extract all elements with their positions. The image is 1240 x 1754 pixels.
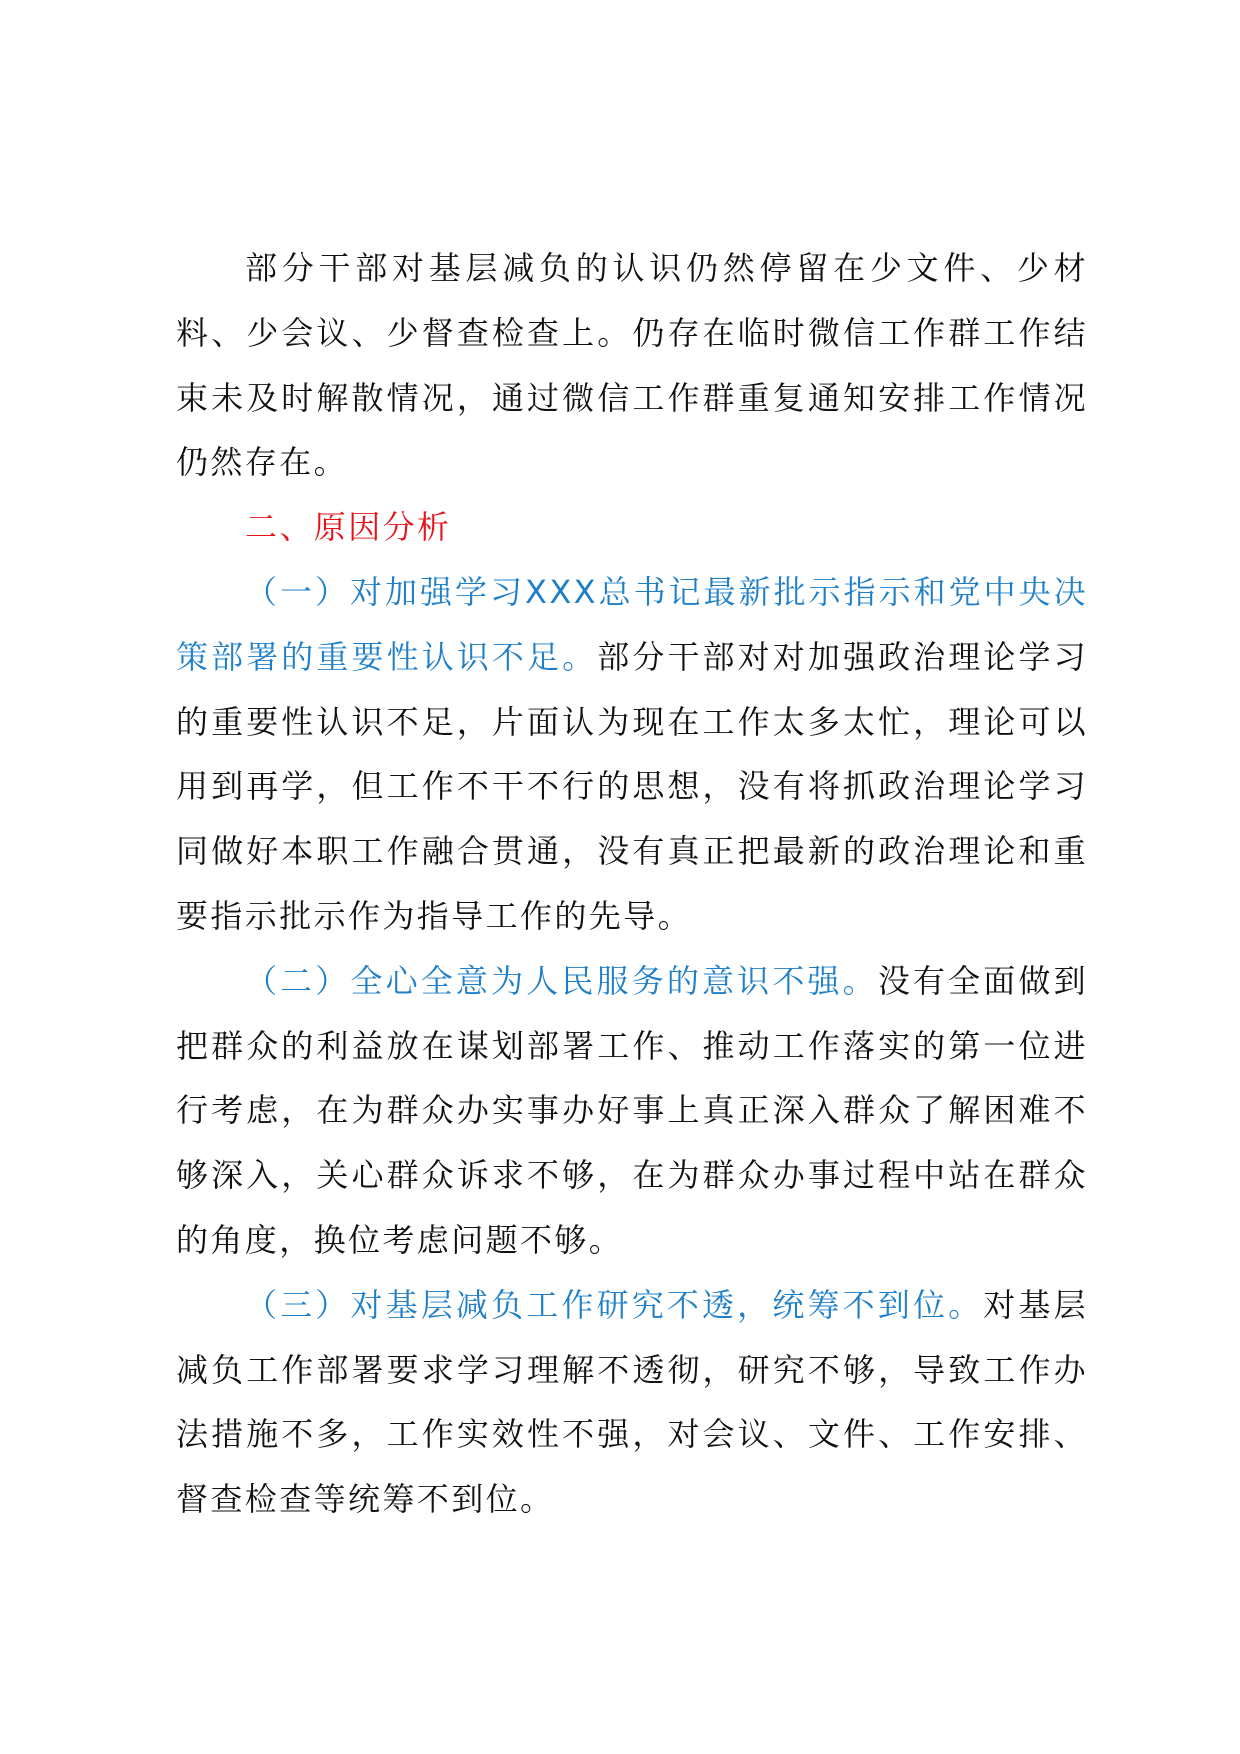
document-body <box>176 236 1088 1532</box>
paragraph-text: 部分干部对基层减负的认识仍然停留在少文件、少材料、少会议、少督查检查上。仍存在临时微信工作群工作结束未及时解散情况，通过微信工作群重复通知安排工作情况仍然存在。 <box>176 249 1088 482</box>
paragraph-text: 对基层减负工作部署要求学习理解不透彻，研究不够，导致工作办法措施不多，工作实效性不强，对会议、文件、工作安排、督查检查等统筹不到位。 <box>176 1285 1088 1519</box>
paragraph-text: 部分干部对对加强政治理论学习的重要性认识不足，片面认为现在工作太多太忙，理论可以用到再学，但工作不干不行的思想，没有将抓政治理论学习同做好本职工作融合贯通，没有真正把最新的政治理论和重要指示批示作为指导工作的先导。 <box>176 637 1088 935</box>
paragraph-cause-2 <box>176 949 1088 1273</box>
subheading-cause-2: （二）全心全意为人民服务的意识不强。 <box>245 961 878 1000</box>
paragraph-cause-3 <box>176 1273 1088 1532</box>
subheading-cause-1: （一）对加强学习XXX总书记最新批示指示和党中央决策部署的重要性认识不足。 <box>176 572 1088 676</box>
heading-text: 二、原因分析 <box>245 508 452 547</box>
subheading-cause-3: （三）对基层减负工作研究不透，统筹不到位。 <box>245 1285 984 1324</box>
paragraph-existing-problems <box>176 236 1088 495</box>
paragraph-text: 没有全面做到把群众的利益放在谋划部署工作、推动工作落实的第一位进行考虑，在为群众办实事办好事上真正深入群众了解困难不够深入，关心群众诉求不够，在为群众办事过程中站在群众的角度，换位考虑问题不够。 <box>176 961 1088 1259</box>
paragraph-cause-1 <box>176 560 1088 949</box>
section-heading-cause-analysis <box>176 495 1088 560</box>
